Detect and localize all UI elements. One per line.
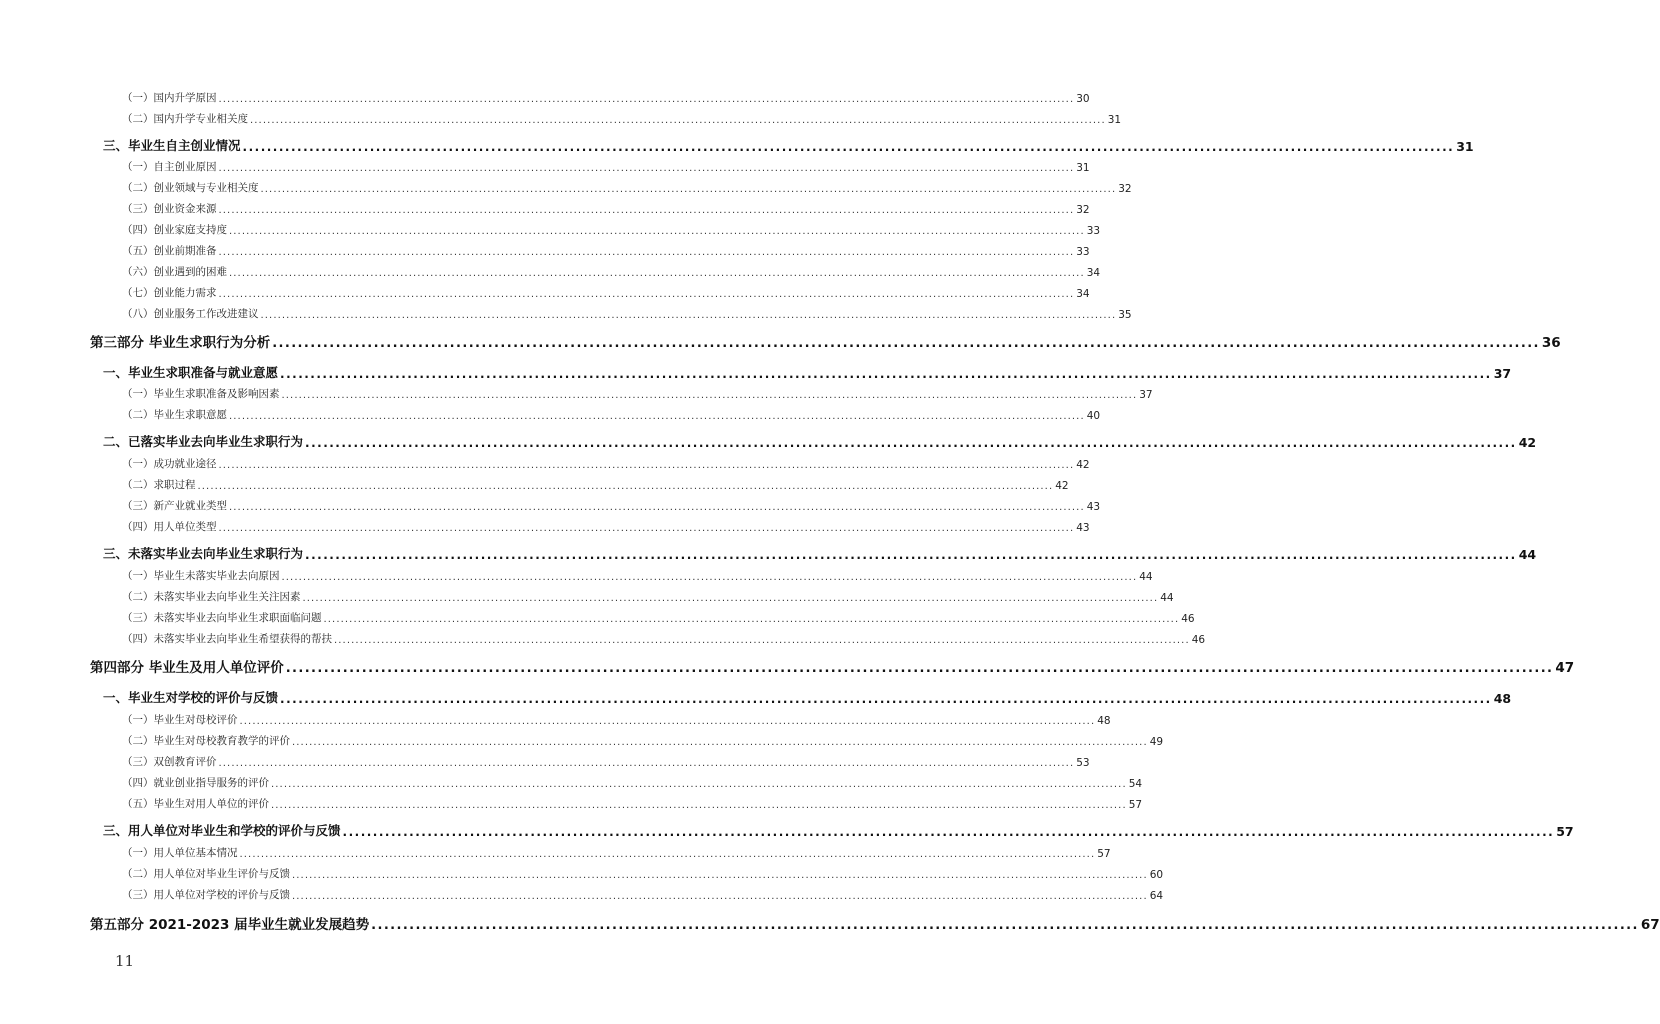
toc-entry-label: （一）自主创业原因 bbox=[122, 161, 217, 173]
dot-leader: ........................................................................................................................................................................................................ bbox=[292, 891, 1148, 902]
dot-leader: ........................................................................................................................................................................................................ bbox=[229, 411, 1085, 422]
toc-entry-page: 31 bbox=[1107, 114, 1122, 126]
toc-subsection-entry[interactable] bbox=[122, 732, 1164, 748]
toc-entry-label: （七）创业能力需求 bbox=[122, 287, 217, 299]
toc-subsection-entry[interactable] bbox=[122, 221, 1101, 237]
toc-entry-page: 40 bbox=[1086, 410, 1101, 422]
toc-entry-page: 46 bbox=[1181, 613, 1195, 625]
toc-subsection-entry[interactable] bbox=[122, 795, 1143, 811]
toc-entry-label: （一）毕业生求职准备及影响因素 bbox=[122, 388, 280, 400]
toc-entry-page: 36 bbox=[1541, 335, 1561, 351]
toc-subsection-entry[interactable] bbox=[122, 110, 1122, 126]
toc-section-entry[interactable] bbox=[103, 688, 1512, 706]
toc-entry-page: 57 bbox=[1097, 848, 1111, 860]
dot-leader: ........................................................................................................................................................................................................ bbox=[371, 918, 1639, 933]
dot-leader: ........................................................................................................................................................................................................ bbox=[272, 336, 1540, 351]
toc-entry-label: 三、毕业生自主创业情况 bbox=[103, 138, 241, 153]
dot-leader: ........................................................................................................................................................................................................ bbox=[218, 523, 1075, 534]
toc-subsection-entry[interactable] bbox=[122, 844, 1111, 860]
dot-leader: ........................................................................................................................................................................................................ bbox=[280, 692, 1492, 706]
toc-entry-page: 60 bbox=[1149, 869, 1164, 881]
toc-entry-page: 37 bbox=[1139, 389, 1153, 401]
toc-entry-label: 第五部分 2021-2023 届毕业生就业发展趋势 bbox=[90, 917, 370, 933]
toc-subsection-entry[interactable] bbox=[122, 305, 1132, 321]
toc-entry-label: （二）毕业生求职意愿 bbox=[122, 409, 227, 421]
toc-entry-label: 一、毕业生对学校的评价与反馈 bbox=[103, 690, 279, 705]
toc-section-entry[interactable] bbox=[103, 363, 1512, 381]
dot-leader: ........................................................................................................................................................................................................ bbox=[292, 870, 1148, 881]
toc-entry-page: 46 bbox=[1191, 634, 1206, 646]
dot-leader: ........................................................................................................................................................................................................ bbox=[197, 481, 1054, 492]
dot-leader: ........................................................................................................................................................................................................ bbox=[218, 163, 1075, 174]
toc-section-entry[interactable] bbox=[103, 821, 1574, 839]
toc-entry-label: （四）创业家庭支持度 bbox=[122, 224, 227, 236]
toc-entry-page: 43 bbox=[1076, 522, 1090, 534]
toc-entry-page: 32 bbox=[1118, 183, 1132, 195]
dot-leader: ........................................................................................................................................................................................................ bbox=[239, 716, 1096, 727]
toc-subsection-entry[interactable] bbox=[122, 179, 1132, 195]
page-number: 11 bbox=[115, 952, 135, 970]
toc-subsection-entry[interactable] bbox=[122, 518, 1090, 534]
toc-entry-page: 49 bbox=[1149, 736, 1164, 748]
toc-entry-label: （一）毕业生对母校评价 bbox=[122, 714, 238, 726]
dot-leader: ........................................................................................................................................................................................................ bbox=[250, 115, 1106, 126]
toc-subsection-entry[interactable] bbox=[122, 886, 1164, 902]
dot-leader: ........................................................................................................................................................................................................ bbox=[292, 737, 1148, 748]
dot-leader: ........................................................................................................................................................................................................ bbox=[305, 548, 1517, 562]
dot-leader: ........................................................................................................................................................................................................ bbox=[239, 849, 1096, 860]
toc-subsection-entry[interactable] bbox=[122, 630, 1206, 646]
dot-leader: ........................................................................................................................................................................................................ bbox=[218, 758, 1075, 769]
dot-leader: ........................................................................................................................................................................................................ bbox=[305, 436, 1517, 450]
toc-entry-page: 37 bbox=[1493, 366, 1512, 381]
dot-leader: ........................................................................................................................................................................................................ bbox=[334, 635, 1190, 646]
toc-section-entry[interactable] bbox=[103, 136, 1474, 154]
toc-entry-page: 35 bbox=[1118, 309, 1132, 321]
toc-subsection-entry[interactable] bbox=[122, 242, 1090, 258]
toc-subsection-entry[interactable] bbox=[122, 609, 1195, 625]
toc-entry-label: （六）创业遇到的困难 bbox=[122, 266, 227, 278]
toc-section-entry[interactable] bbox=[103, 432, 1537, 450]
toc-subsection-entry[interactable] bbox=[122, 89, 1090, 105]
dot-leader: ........................................................................................................................................................................................................ bbox=[280, 367, 1492, 381]
toc-entry-page: 44 bbox=[1139, 571, 1153, 583]
toc-entry-label: （八）创业服务工作改进建议 bbox=[122, 308, 259, 320]
toc-entry-page: 43 bbox=[1086, 501, 1101, 513]
toc-entry-page: 44 bbox=[1518, 547, 1537, 562]
toc-entry-page: 54 bbox=[1128, 778, 1143, 790]
toc-subsection-entry[interactable] bbox=[122, 455, 1090, 471]
toc-part-entry[interactable] bbox=[90, 913, 1660, 933]
toc-subsection-entry[interactable] bbox=[122, 406, 1101, 422]
toc-entry-page: 42 bbox=[1076, 459, 1090, 471]
toc-entry-page: 32 bbox=[1076, 204, 1090, 216]
dot-leader: ........................................................................................................................................................................................................ bbox=[242, 140, 1455, 154]
dot-leader: ........................................................................................................................................................................................................ bbox=[218, 205, 1075, 216]
toc-entry-label: （四）未落实毕业去向毕业生希望获得的帮扶 bbox=[122, 633, 332, 645]
toc-subsection-entry[interactable] bbox=[122, 284, 1090, 300]
toc-entry-label: （二）求职过程 bbox=[122, 479, 196, 491]
dot-leader: ........................................................................................................................................................................................................ bbox=[285, 661, 1554, 676]
dot-leader: ........................................................................................................................................................................................................ bbox=[229, 268, 1085, 279]
toc-entry-page: 53 bbox=[1076, 757, 1090, 769]
dot-leader: ........................................................................................................................................................................................................ bbox=[218, 289, 1075, 300]
toc-subsection-entry[interactable] bbox=[122, 774, 1143, 790]
toc-subsection-entry[interactable] bbox=[122, 567, 1153, 583]
toc-entry-label: （三）创业资金来源 bbox=[122, 203, 217, 215]
dot-leader: ........................................................................................................................................................................................................ bbox=[323, 614, 1180, 625]
toc-part-entry[interactable] bbox=[90, 331, 1561, 351]
toc-entry-label: （五）创业前期准备 bbox=[122, 245, 217, 257]
toc-entry-label: 三、用人单位对毕业生和学校的评价与反馈 bbox=[103, 823, 341, 838]
dot-leader: ........................................................................................................................................................................................................ bbox=[281, 390, 1138, 401]
toc-subsection-entry[interactable] bbox=[122, 753, 1090, 769]
toc-subsection-entry[interactable] bbox=[122, 263, 1101, 279]
toc-entry-label: （四）就业创业指导服务的评价 bbox=[122, 777, 269, 789]
toc-entry-label: （三）未落实毕业去向毕业生求职面临问题 bbox=[122, 612, 322, 624]
toc-entry-page: 64 bbox=[1149, 890, 1164, 902]
toc-entry-label: （一）国内升学原因 bbox=[122, 92, 217, 104]
toc-subsection-entry[interactable] bbox=[122, 385, 1153, 401]
toc-entry-label: （一）毕业生未落实毕业去向原因 bbox=[122, 570, 280, 582]
toc-part-entry[interactable] bbox=[90, 656, 1575, 676]
toc-entry-page: 48 bbox=[1097, 715, 1111, 727]
toc-entry-label: （二）创业领域与专业相关度 bbox=[122, 182, 259, 194]
toc-subsection-entry[interactable] bbox=[122, 200, 1090, 216]
toc-entry-page: 57 bbox=[1128, 799, 1143, 811]
toc-entry-label: （一）成功就业途径 bbox=[122, 458, 217, 470]
dot-leader: ........................................................................................................................................................................................................ bbox=[271, 800, 1127, 811]
dot-leader: ........................................................................................................................................................................................................ bbox=[229, 226, 1085, 237]
toc-entry-label: 二、已落实毕业去向毕业生求职行为 bbox=[103, 434, 304, 449]
toc-entry-label: 第三部分 毕业生求职行为分析 bbox=[90, 335, 271, 351]
toc-entry-label: （二）国内升学专业相关度 bbox=[122, 113, 248, 125]
toc-entry-page: 57 bbox=[1556, 824, 1574, 839]
toc-entry-label: 一、毕业生求职准备与就业意愿 bbox=[103, 365, 279, 380]
toc-entry-label: （三）双创教育评价 bbox=[122, 756, 217, 768]
toc-entry-page: 34 bbox=[1086, 267, 1101, 279]
dot-leader: ........................................................................................................................................................................................................ bbox=[281, 572, 1138, 583]
toc-entry-label: （一）用人单位基本情况 bbox=[122, 847, 238, 859]
toc-entry-label: 第四部分 毕业生及用人单位评价 bbox=[90, 660, 284, 676]
toc-subsection-entry[interactable] bbox=[122, 865, 1164, 881]
toc-entry-label: （五）毕业生对用人单位的评价 bbox=[122, 798, 269, 810]
dot-leader: ........................................................................................................................................................................................................ bbox=[302, 593, 1159, 604]
toc-entry-page: 67 bbox=[1640, 917, 1660, 933]
toc-section-entry[interactable] bbox=[103, 544, 1537, 562]
toc-subsection-entry[interactable] bbox=[122, 158, 1090, 174]
dot-leader: ........................................................................................................................................................................................................ bbox=[260, 184, 1117, 195]
dot-leader: ........................................................................................................................................................................................................ bbox=[342, 825, 1555, 839]
toc-entry-page: 31 bbox=[1456, 139, 1474, 154]
dot-leader: ........................................................................................................................................................................................................ bbox=[260, 310, 1117, 321]
toc-entry-label: （二）用人单位对毕业生评价与反馈 bbox=[122, 868, 290, 880]
dot-leader: ........................................................................................................................................................................................................ bbox=[229, 502, 1085, 513]
toc-entry-label: （四）用人单位类型 bbox=[122, 521, 217, 533]
toc-entry-page: 34 bbox=[1076, 288, 1090, 300]
toc-entry-page: 33 bbox=[1086, 225, 1101, 237]
toc-entry-page: 31 bbox=[1076, 162, 1090, 174]
toc-entry-page: 42 bbox=[1518, 435, 1537, 450]
dot-leader: ........................................................................................................................................................................................................ bbox=[271, 779, 1127, 790]
toc-entry-label: （二）毕业生对母校教育教学的评价 bbox=[122, 735, 290, 747]
toc-subsection-entry[interactable] bbox=[122, 588, 1174, 604]
toc-entry-label: （三）用人单位对学校的评价与反馈 bbox=[122, 889, 290, 901]
dot-leader: ........................................................................................................................................................................................................ bbox=[218, 460, 1075, 471]
dot-leader: ........................................................................................................................................................................................................ bbox=[218, 247, 1075, 258]
toc-entry-page: 48 bbox=[1493, 691, 1512, 706]
toc-entry-page: 30 bbox=[1076, 93, 1090, 105]
toc-subsection-entry[interactable] bbox=[122, 497, 1101, 513]
toc-entry-page: 47 bbox=[1555, 660, 1575, 676]
dot-leader: ........................................................................................................................................................................................................ bbox=[218, 94, 1075, 105]
toc-entry-page: 33 bbox=[1076, 246, 1090, 258]
toc-entry-label: （三）新产业就业类型 bbox=[122, 500, 227, 512]
toc-entry-label: （二）未落实毕业去向毕业生关注因素 bbox=[122, 591, 301, 603]
toc-entry-page: 44 bbox=[1160, 592, 1174, 604]
toc-entry-label: 三、未落实毕业去向毕业生求职行为 bbox=[103, 546, 304, 561]
toc-subsection-entry[interactable] bbox=[122, 476, 1069, 492]
toc-subsection-entry[interactable] bbox=[122, 711, 1111, 727]
toc-entry-page: 42 bbox=[1055, 480, 1069, 492]
